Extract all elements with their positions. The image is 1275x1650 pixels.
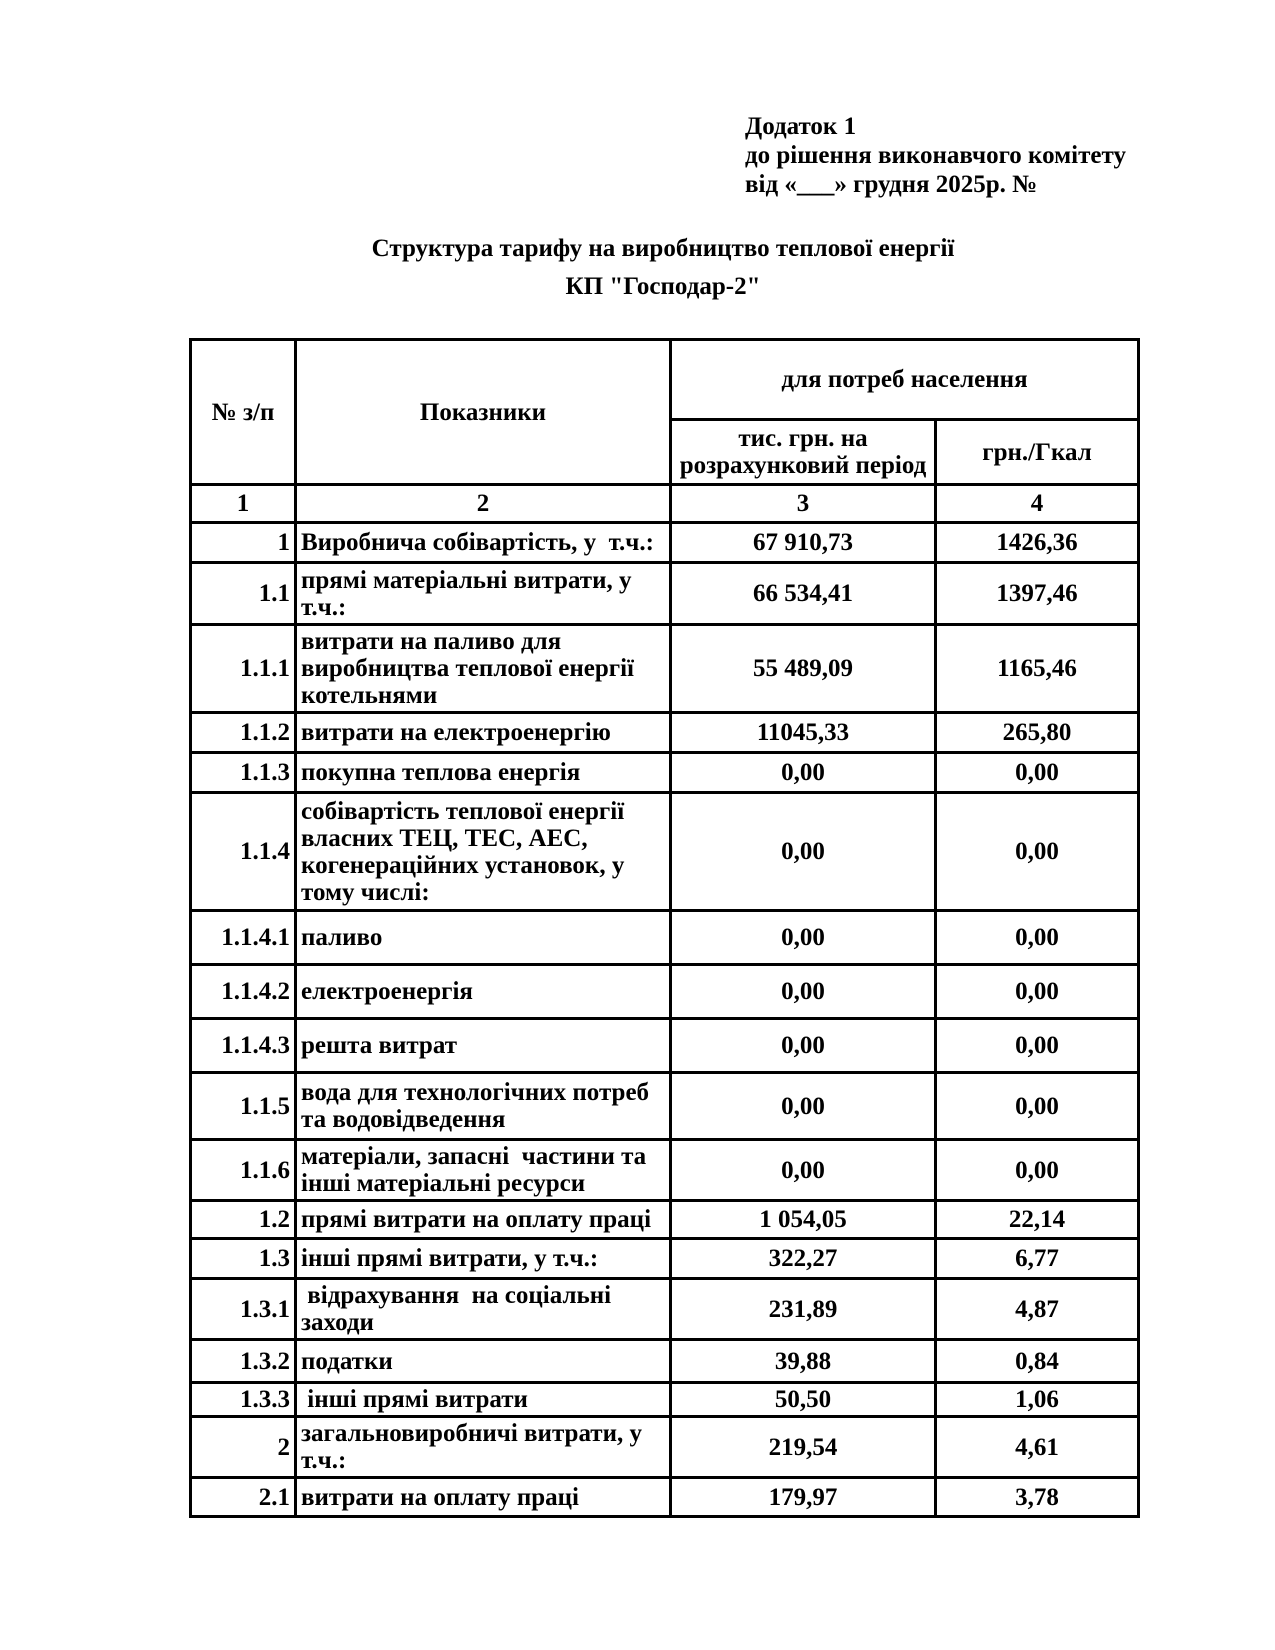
tariff-table [189,338,1140,1518]
row-gcal-cell: 1,06 [936,1383,1139,1417]
row-num-cell: 1.1.3 [191,753,296,793]
row-period-cell: 179,97 [671,1478,936,1517]
row-period-cell: 219,54 [671,1417,936,1478]
row-num-cell: 1.1.5 [191,1073,296,1140]
row-indicator-cell: витрати на електроенергію [296,713,671,753]
table-row [191,1073,1139,1140]
header-appendix-line: Додаток 1 [745,113,857,140]
row-period-cell: 55 489,09 [671,625,936,713]
row-period-cell: 0,00 [671,793,936,911]
row-gcal-cell: 1426,36 [936,523,1139,563]
row-indicator-cell: прямі матеріальні витрати, у т.ч.: [296,563,671,625]
table-row [191,1383,1139,1417]
row-num-cell: 1.1 [191,563,296,625]
row-num-cell: 1.3.3 [191,1383,296,1417]
row-indicator-cell: загальновиробничі витрати, у т.ч.: [296,1417,671,1478]
row-num-cell: 1.2 [191,1201,296,1239]
row-period-cell: 39,88 [671,1340,936,1383]
row-num-cell: 1.1.4.1 [191,911,296,965]
row-gcal-cell: 0,00 [936,965,1139,1019]
row-indicator-cell: паливо [296,911,671,965]
row-gcal-cell: 0,00 [936,793,1139,911]
table-row [191,625,1139,713]
table-row [191,1019,1139,1073]
row-indicator-cell: електроенергія [296,965,671,1019]
row-gcal-cell: 4,87 [936,1279,1139,1340]
row-period-cell: 322,27 [671,1239,936,1279]
header-uah-per-gcal: грн./Гкал [936,420,1139,485]
row-num-cell: 1.3.1 [191,1279,296,1340]
row-num-cell: 1.1.6 [191,1140,296,1201]
table-row [191,911,1139,965]
row-num-cell: 1.3 [191,1239,296,1279]
table-row [191,1340,1139,1383]
table-row [191,1201,1139,1239]
row-period-cell: 0,00 [671,911,936,965]
row-gcal-cell: 4,61 [936,1417,1139,1478]
row-period-cell: 66 534,41 [671,563,936,625]
title-company: КП "Господар-2" [565,273,761,300]
row-gcal-cell: 0,00 [936,1073,1139,1140]
row-indicator-cell: податки [296,1340,671,1383]
row-gcal-cell: 0,00 [936,753,1139,793]
row-period-cell: 1 054,05 [671,1201,936,1239]
row-gcal-cell: 1165,46 [936,625,1139,713]
table-row [191,563,1139,625]
row-period-cell: 0,00 [671,1073,936,1140]
table-row [191,523,1139,563]
header-thousand-uah: тис. грн. на розрахунковий період [671,420,936,485]
row-indicator-cell: витрати на оплату праці [296,1478,671,1517]
row-num-cell: 1.1.4.2 [191,965,296,1019]
table-row [191,1140,1139,1201]
row-gcal-cell: 0,00 [936,911,1139,965]
header-group-population: для потреб населення [671,340,1139,420]
row-indicator-cell: інші прямі витрати, у т.ч.: [296,1239,671,1279]
row-indicator-cell: собівартість теплової енергії власних ТЕЦ, ТЕС, АЕС, когенераційних установок, у тому числі: [296,793,671,911]
row-indicator-cell: відрахування на соціальні заходи [296,1279,671,1340]
table-row [191,1239,1139,1279]
row-indicator-cell: витрати на паливо для виробництва теплової енергії котельнями [296,625,671,713]
row-indicator-cell: інші прямі витрати [296,1383,671,1417]
table-row [191,965,1139,1019]
row-gcal-cell: 0,00 [936,1140,1139,1201]
row-indicator-cell: матеріали, запасні частини та інші матеріальні ресурси [296,1140,671,1201]
row-num-cell: 2.1 [191,1478,296,1517]
row-period-cell: 67 910,73 [671,523,936,563]
row-period-cell: 50,50 [671,1383,936,1417]
table-row [191,713,1139,753]
row-period-cell: 11045,33 [671,713,936,753]
row-gcal-cell: 6,77 [936,1239,1139,1279]
row-indicator-cell: Виробнича собівартість, у т.ч.: [296,523,671,563]
header-indicators: Показники [296,340,671,485]
row-period-cell: 231,89 [671,1279,936,1340]
column-index-row [191,485,1139,523]
title-main: Структура тарифу на виробництво теплової енергії [371,235,955,262]
row-period-cell: 0,00 [671,965,936,1019]
document-header [745,112,1126,199]
row-num-cell: 1.1.1 [191,625,296,713]
row-gcal-cell: 265,80 [936,713,1139,753]
column-index-4: 4 [936,485,1139,523]
table-row [191,1279,1139,1340]
row-period-cell: 0,00 [671,1140,936,1201]
table-row [191,753,1139,793]
row-indicator-cell: решта витрат [296,1019,671,1073]
row-gcal-cell: 1397,46 [936,563,1139,625]
table-row [191,793,1139,911]
table-header-row-top [191,340,1139,420]
header-decision-line: до рішення виконавчого комітету [745,142,1126,169]
row-num-cell: 1.1.2 [191,713,296,753]
row-num-cell: 2 [191,1417,296,1478]
column-index-1: 1 [191,485,296,523]
column-index-2: 2 [296,485,671,523]
row-period-cell: 0,00 [671,753,936,793]
row-indicator-cell: вода для технологічних потреб та водовідведення [296,1073,671,1140]
header-num: № з/п [191,340,296,485]
row-indicator-cell: покупна теплова енергія [296,753,671,793]
header-date-line: від «___» грудня 2025р. № [745,171,1038,198]
row-gcal-cell: 0,00 [936,1019,1139,1073]
row-gcal-cell: 0,84 [936,1340,1139,1383]
column-index-3: 3 [671,485,936,523]
row-gcal-cell: 3,78 [936,1478,1139,1517]
row-num-cell: 1 [191,523,296,563]
row-num-cell: 1.1.4.3 [191,1019,296,1073]
row-indicator-cell: прямі витрати на оплату праці [296,1201,671,1239]
table-row [191,1417,1139,1478]
table-row [191,1478,1139,1517]
document-title [189,234,1137,301]
row-period-cell: 0,00 [671,1019,936,1073]
row-num-cell: 1.1.4 [191,793,296,911]
row-num-cell: 1.3.2 [191,1340,296,1383]
row-gcal-cell: 22,14 [936,1201,1139,1239]
